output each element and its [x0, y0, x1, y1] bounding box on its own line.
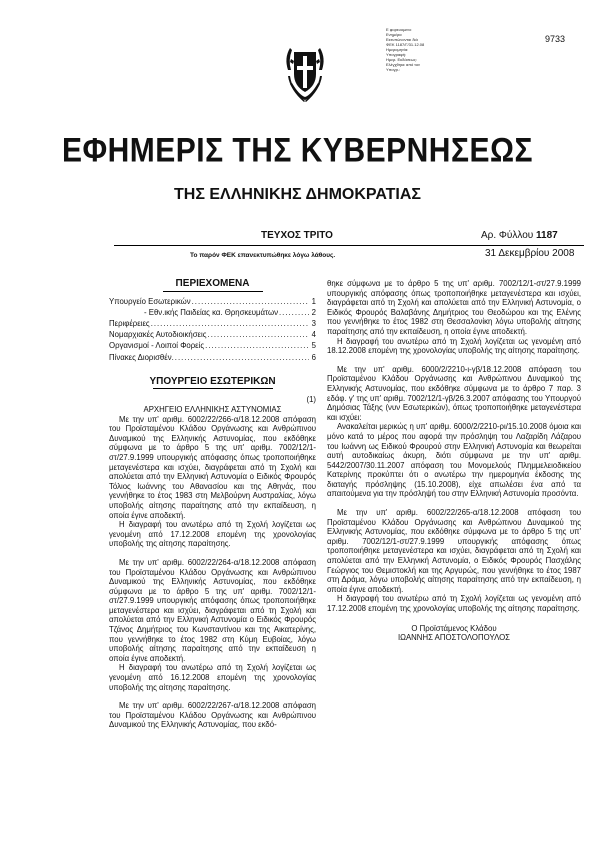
toc-item[interactable]: [109, 296, 316, 307]
stamp-line: Ημερομηνία:: [386, 47, 409, 52]
reprint-note: Το παρόν ΦΕΚ επανεκτυπώθηκε λόγω λάθους.: [190, 252, 336, 259]
sheet-value: 1187: [536, 230, 558, 241]
toc-label: Οργανισμοί - Λοιποί Φορείς: [109, 341, 205, 351]
toc-leader: [279, 307, 309, 318]
body-paragraph: Με την υπ' αριθμ. 6000/2/2210-ι-γβ/18.12.2008 απόφαση του Προϊσταμένου Κλάδου Οργάνωσης και Ανθρώπινου Δυναμικού της Ελληνικής Αστυνομίας, που εκδόθηκε σύμφωνα με το άρθρο 7 παρ. 3 εδάφ. γ' της υπ' αριθμ. 7002/12/1-γβ/26.3.2007 απόφασης του Υπουργού Δημόσιας Τάξης (νυν Εσωτερικών), όπως τροποποιήθηκε μεταγενέστερα και ισχύει:: [327, 364, 581, 422]
left-body: [109, 415, 316, 730]
stamp-line: ΦΕΚ 1187/Γ/31.12.08: [386, 42, 425, 47]
toc-page: 6: [311, 352, 316, 362]
toc-label: Περιφέρειες: [109, 319, 150, 328]
ministry-rule: [153, 388, 273, 389]
toc-label: - Εθν.ικής Παιδείας κα. Θρησκευμάτων: [144, 307, 278, 317]
stamp-line: Ε φορευομενο: [386, 27, 412, 32]
right-body: [327, 279, 581, 614]
paragraph-gap: [109, 692, 316, 701]
stamp-line: Ενημέρα: [386, 32, 402, 37]
toc-leader: [205, 340, 309, 351]
paragraph-gap: [109, 549, 316, 558]
toc-item[interactable]: [109, 329, 316, 340]
toc-page: 1: [311, 296, 316, 306]
sheet-number: [481, 230, 558, 241]
contents-rule: [163, 291, 263, 292]
body-paragraph: Η διαγραφή του ανωτέρω από τη Σχολή λογίζεται ως γενομένη από 18.12.2008 επομένη της χρονολογίας υποβολής της αίτησης παραίτησης.: [327, 336, 581, 356]
toc-page: 5: [311, 341, 316, 351]
header-rule: [114, 245, 584, 246]
toc-page: 4: [311, 330, 316, 340]
toc-page: 2: [311, 307, 316, 317]
ministry-heading: ΥΠΟΥΡΓΕΙΟ ΕΣΩΤΕΡΙΚΩΝ: [149, 375, 276, 387]
body-paragraph: Η διαγραφή του ανωτέρω από τη Σχολή λογίζεται ως γενομένη από 16.12.2008 επομένη της χρονολογίας υποβολής της αίτησης παραίτησης.: [109, 663, 316, 692]
signatory-role: Ο Προϊστάμενος Κλάδου: [411, 623, 497, 633]
paragraph-gap: [327, 356, 581, 365]
stamp-line: Υπογραφή:: [386, 52, 407, 57]
right-column: [327, 279, 581, 643]
toc-label: Πίνακες Διορισθέν.: [109, 352, 174, 362]
reprint-stamp: [386, 27, 456, 72]
toc-leader: [175, 352, 309, 363]
toc-page: 3: [311, 319, 316, 328]
contents-heading: ΠΕΡΙΕΧΟΜΕΝΑ: [175, 278, 250, 289]
body-paragraph: θηκε σύμφωνα με το άρθρο 5 της υπ' αριθμ. 7002/12/1-στ/27.9.1999 υπουργικής απόφασης όπως τροποποιήθηκε μεταγενέστερα και ισχύει, διαγράφεται από τη Σχολή και απολύεται από την Ελληνική Αστυνομία, ο Ειδικός Φρουρός Βαλαβάνης Δημήτριος του Θεοδώρου και της Ελένης που γεννήθηκε το έτος 1982 στη Θεσσαλονίκη λόγω υποβολής αίτησης παραίτησης από την εκπαίδευση, η οποία έγινε αποδεκτή.: [327, 279, 581, 336]
gazette-subtitle: ΤΗΣ ΕΛΛΗΝΙΚΗΣ ΔΗΜΟΚΡΑΤΙΑΣ: [174, 186, 421, 203]
issue-series: ΤΕΥΧΟΣ ΤΡΙΤΟ: [261, 230, 333, 241]
toc-leader: [208, 329, 309, 340]
toc-item[interactable]: [109, 340, 316, 351]
paragraph-gap: [327, 499, 581, 508]
toc-item[interactable]: [109, 318, 316, 329]
toc-label: Νομαρχιακές Αυτοδιοικήσεις: [109, 330, 207, 340]
greek-coat-of-arms-icon: [284, 40, 326, 106]
page-number: 9733: [545, 34, 566, 44]
stamp-line: Ημερ. Εκδόσεως:: [386, 57, 417, 62]
body-paragraph: Με την υπ' αριθμ. 6002/22/265-α/18.12.2008 απόφαση του Προϊσταμένου Κλάδου Οργάνωσης και Ανθρώπινου Δυναμικού της Ελληνικής Αστυνομίας, που εκδόθηκε σύμφωνα με το άρθρο 5 της υπ' αριθμ. 7002/12/1-στ/27.9.1999 υπουργικής απόφασης όπως τροποποιήθηκε μεταγενέστερα και ισχύει, διαγράφεται από τη Σχολή και απολύεται από την Ελληνική Αστυνομία, ο Ειδικός Φρουρός Πασχάλης Γεώργιος του Θεμιστοκλή και της Αργυρώς, που γεννήθηκε το έτος 1987 στη Δράμα, λόγω υποβολής αίτησης παραίτησης από την εκπαίδευση, η οποία έγινε αποδεκτή.: [327, 508, 581, 594]
toc-label: Υπουργείο Εσωτερικών: [109, 296, 191, 306]
issue-date: 31 Δεκεμβρίου 2008: [485, 248, 575, 259]
body-paragraph: Με την υπ' αριθμ. 6002/22/266-α/18.12.2008 απόφαση του Προϊσταμένου Κλάδου Οργάνωσης και Ανθρώπινου Δυναμικού της Ελληνικής Αστυνομίας, που εκδόθηκε σύμφωνα με το άρθρο 5 της υπ' αριθμ. 7002/12/1-στ/27.9.1999 υπουργικής απόφασης όπως τροποποιήθηκε μεταγενέστερα και ισχύει, διαγράφεται από τη Σχολή και απολύεται από την Ελληνική Αστυνομία ο Ειδικός Φρουρός Τόλιος Ιωάννης του Αθανασίου και της Αθηνάς, που γεννήθηκε το έτος 1983 στη Μελβούρνη Αυστραλίας, λόγω υποβολής αίτησης παραίτησης από την εκπαίδευση, η οποία έγινε αποδεκτή.: [109, 414, 316, 520]
body-paragraph: Η διαγραφή του ανωτέρω από τη Σχολή λογίζεται ως γενομένη από 17.12.2008 επομένη της χρονολογίας υποβολής της αίτησης παραίτησης.: [109, 520, 316, 549]
department-name: ΑΡΧΗΓΕΙΟ ΕΛΛΗΝΙΚΗΣ ΑΣΤΥΝΟΜΙΑΣ: [143, 405, 282, 414]
body-paragraph: Ανακαλείται μερικώς η υπ' αριθμ. 6000/2/2210-ρι/15.10.2008 όμοια και μόνο κατά το μέρος που αφορά την πρόσληψη του Λαζαρίδη Λάζαρου του Ιωάννη ως Ειδικού Φρουρού στην Ελληνική Αστυνομία και θεωρείται αυτή αυτοδικαίως άκυρη, διότι σύμφωνα με την υπ' αριθμ. 5442/2007/30.11.2007 απόφαση του Μονομελούς Πλημμελειοδικείου Κατερίνης προκύπτει ότι ο ανωτέρω την ημερομηνία έκδοσης της διαταγής πρόσληψης (15.10.2008), είχε απωλέσει ένα από τα απαιτούμενα για την πρόσληψή του στην Ελληνική Αστυνομία προσόντα.: [327, 422, 581, 499]
toc-leader: [192, 296, 309, 307]
stamp-line: Εκτυπώνονται διά: [386, 37, 418, 42]
body-paragraph: Η διαγραφή του ανωτέρω από τη Σχολή λογίζεται ως γενομένη από 17.12.2008 επομένη της χρονολογίας υποβολής της αίτησης παραίτησης.: [327, 594, 581, 613]
toc-item[interactable]: [109, 307, 316, 318]
left-column: [109, 279, 316, 730]
body-paragraph: Με την υπ' αριθμ. 6002/22/264-α/18.12.2008 απόφαση του Προϊσταμένου Κλάδου Οργάνωσης και Ανθρώπινου Δυναμικού της Ελληνικής Αστυνομίας, που εκδόθηκε σύμφωνα με το άρθρο 5 της υπ' αριθμ. 7002/12/1-στ/27.9.1999 υπουργικής απόφασης όπως τροποποιήθηκε μεταγενέστερα και ισχύει, διαγράφεται από τη Σχολή και απολύεται από την Ελληνική Αστυνομία ο Ειδικός Φρουρός Τζάνος Δημήτριος του Κωνσταντίνου και της Αικατερίνης, που γεννήθηκε το έτος 1982 στη Κύμη Ευβοίας, λόγω υποβολής αίτησης παραίτησης από την εκπαίδευση η οποία έγινε αποδεκτή.: [109, 557, 316, 663]
decision-number: (1): [306, 395, 316, 405]
sheet-label: Αρ. Φύλλου: [481, 230, 534, 241]
signatory-name: ΙΩΑΝΝΗΣ ΑΠΟΣΤΟΛΟΠΟΥΛΟΣ: [397, 633, 510, 643]
toc-leader: [151, 318, 309, 329]
stamp-line: Ελέγχθηκε από τον: [386, 62, 421, 67]
stamp-line: Υπογρ.:: [386, 67, 401, 72]
gazette-title: ΕΦΗΜΕΡΙΣ ΤΗΣ ΚΥΒΕΡΝΗΣΕΩΣ: [61, 131, 534, 170]
table-of-contents: [109, 296, 316, 363]
toc-item[interactable]: [109, 352, 316, 363]
body-paragraph: Με την υπ' αριθμ. 6002/22/267-α/18.12.2008 απόφαση του Προϊσταμένου Κλάδου Οργάνωσης και Ανθρώπινου Δυναμικού της Ελληνικής Αστυνομίας, που εκδό-: [109, 701, 316, 730]
